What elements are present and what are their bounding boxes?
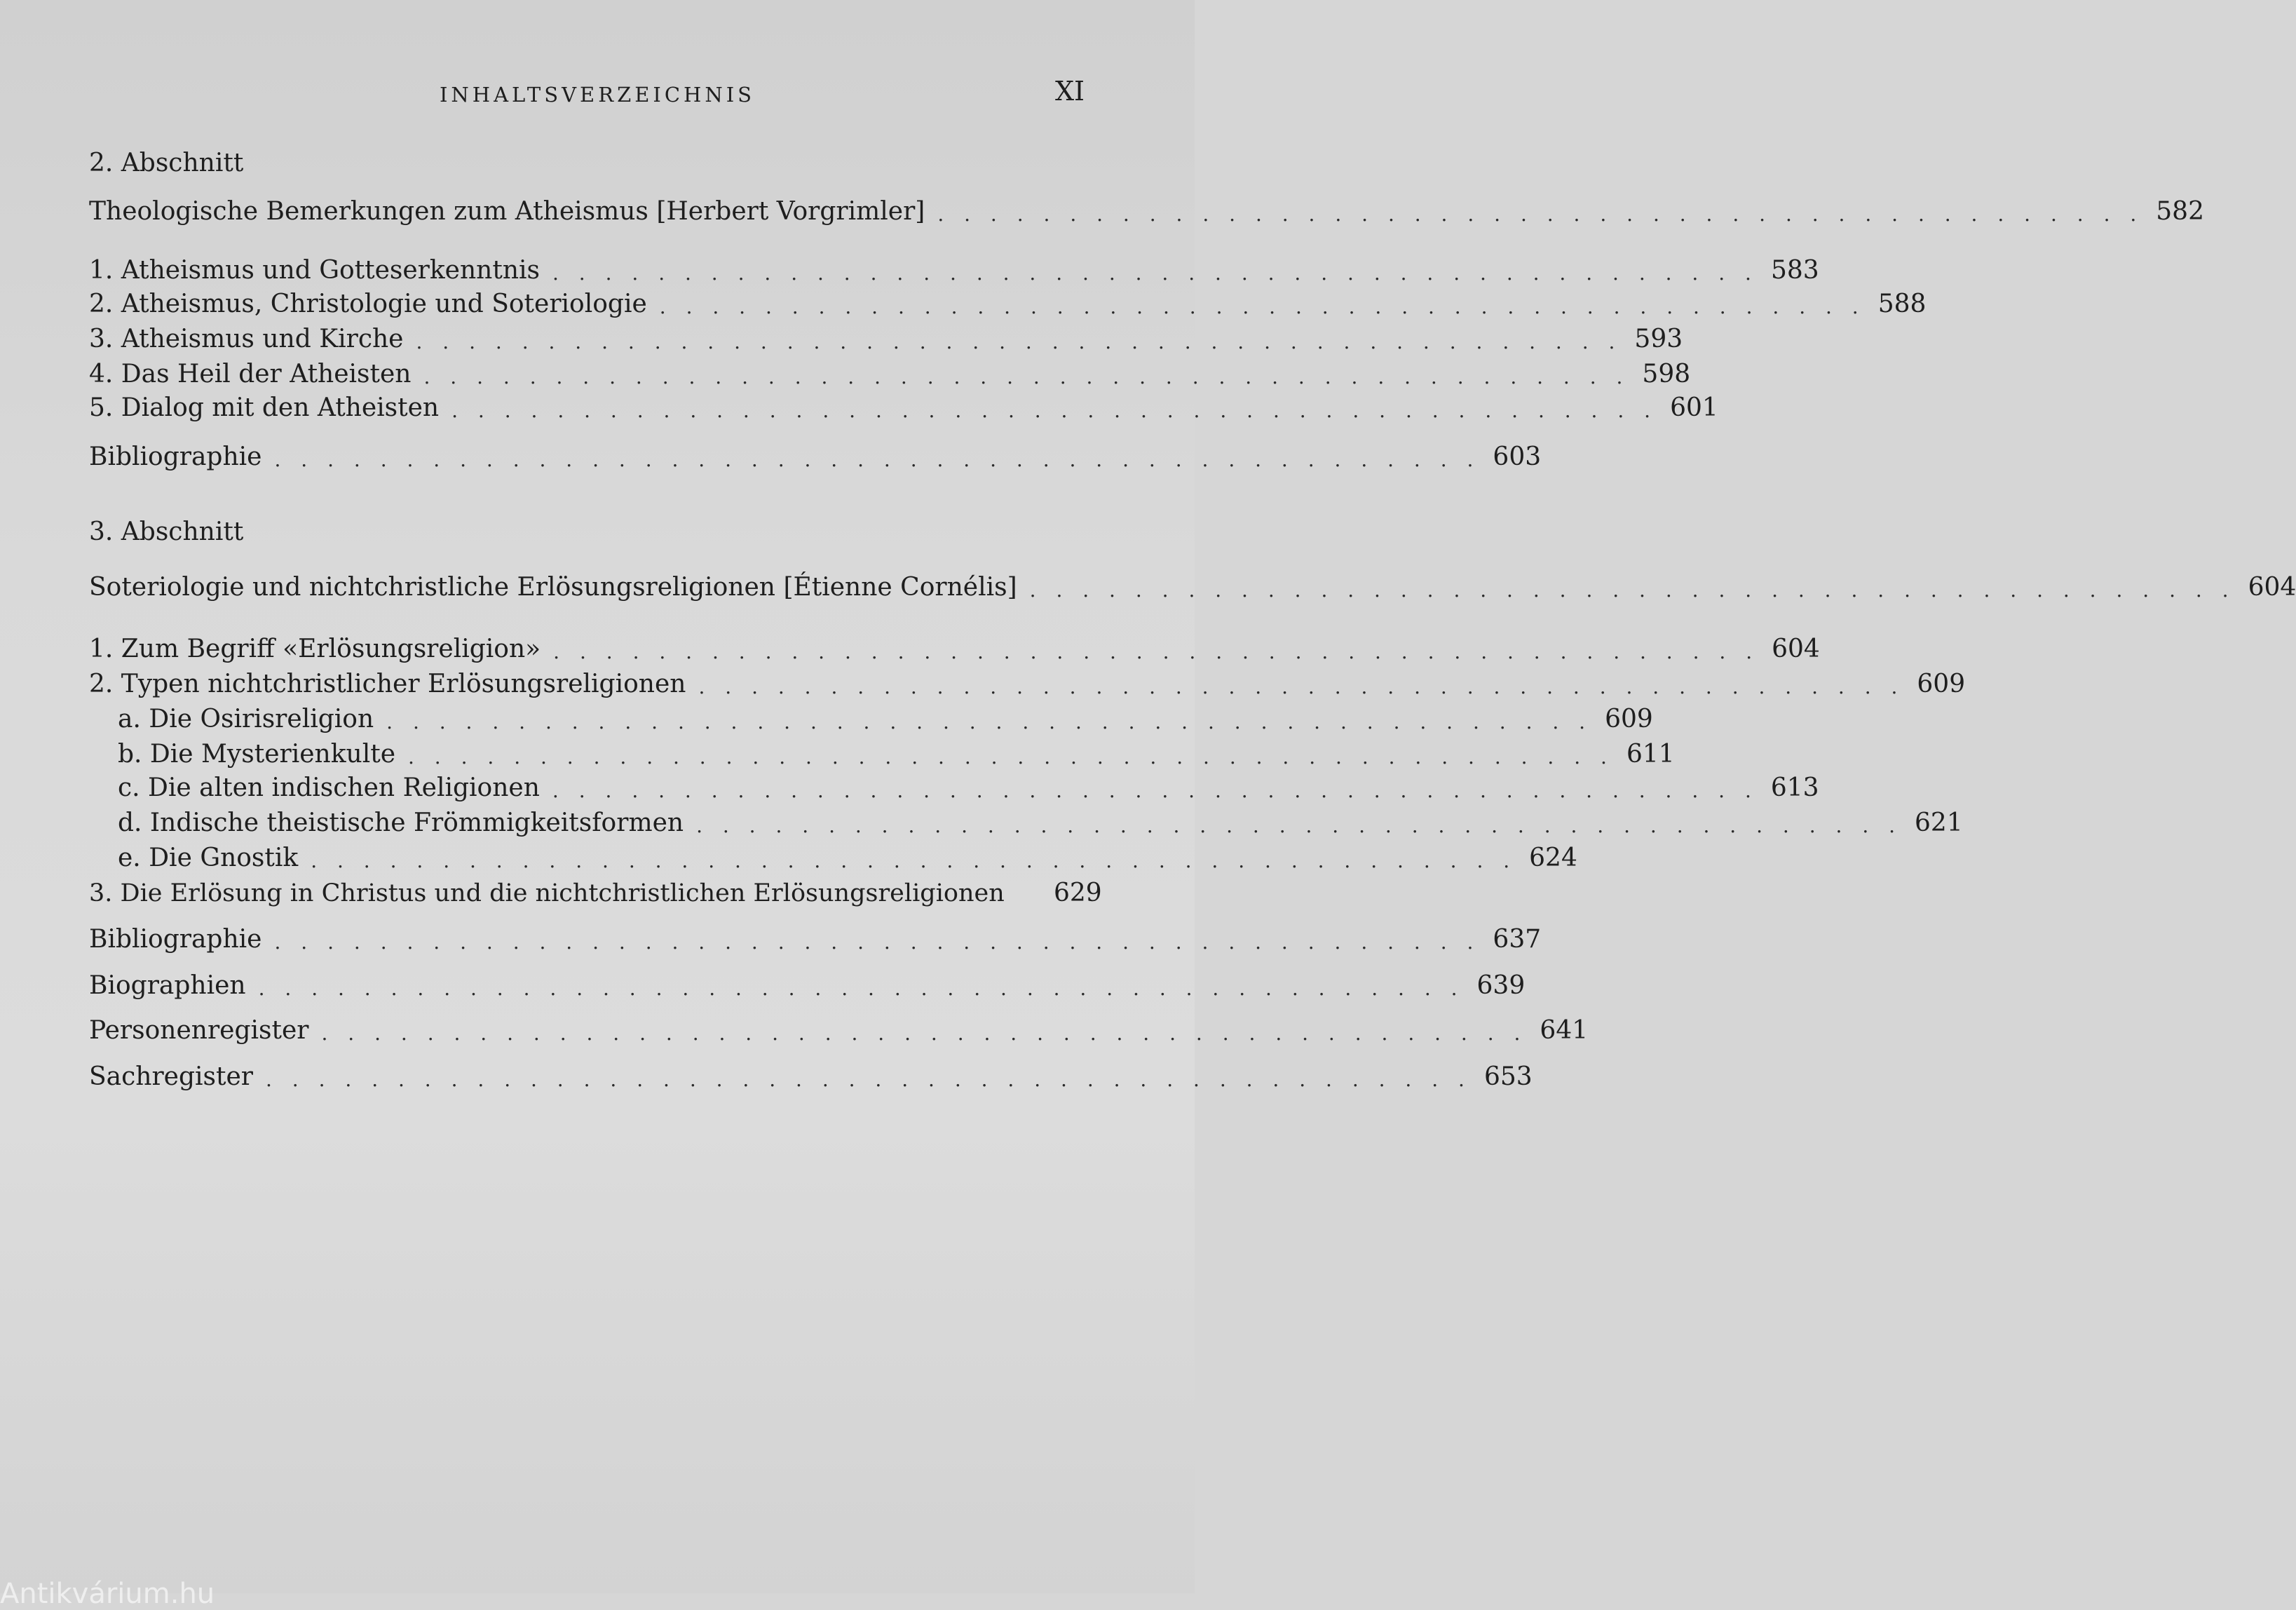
entry-title: d. Indische theistische Frömmigkeitsformen — [118, 809, 684, 837]
section-label: 3. Abschnitt — [89, 518, 244, 546]
entry-page: 598 — [1642, 360, 1691, 388]
leader-dots: . . . . . . . . . . . . . . . . . . . . . . . . . . . . . . . . . . . . . . . . . . . . . . — [1029, 579, 2236, 602]
entry-title: a. Die Osirisreligion — [118, 705, 374, 733]
toc-entry — [89, 247, 1819, 285]
toc-entry — [89, 433, 1542, 471]
entry-title: Bibliographie — [89, 925, 262, 954]
entry-page: 653 — [1483, 1062, 1533, 1091]
entry-title: 5. Dialog mit den Atheisten — [89, 393, 440, 422]
toc-subentry — [118, 834, 1577, 872]
toc-entry — [89, 384, 1718, 422]
leader-dots: . . . . . . . . . . . . . . . . . . . . . . . . . . . . . . . . . . . . . . . . . . . . . . — [659, 295, 1866, 318]
toc-entry — [89, 316, 1683, 353]
entry-title: 1. Zum Begriff «Erlösungsreligion» — [89, 635, 541, 663]
leader-dots: . . . . . . . . . . . . . . . . . . . . . . . . . . . . . . . . . . . . . . . . . . . . . . — [321, 1022, 1528, 1045]
entry-page: 582 — [2156, 197, 2204, 226]
entry-title: 1. Atheismus und Gotteserkenntnis — [89, 256, 540, 285]
toc-entry — [89, 870, 1102, 907]
watermark: Antikvárium.hu — [0, 1578, 215, 1610]
entry-page: 588 — [1877, 290, 1927, 318]
entry-page: 604 — [1772, 635, 1820, 663]
leader-dots: . . . . . . . . . . . . . . . . . . . . . . . . . . . . . . . . . . . . . . . . . . . . . . — [416, 330, 1622, 353]
entry-title: e. Die Gnostik — [118, 844, 299, 872]
leader-dots: . . . . . . . . . . . . . . . . . . . . . . . . . . . . . . . . . . . . . . . . . . . . . . — [311, 849, 1517, 872]
leader-dots: . . . . . . . . . . . . . . . . . . . . . . . . . . . . . . . . . . . . . . . . . . . . . . — [408, 745, 1614, 769]
toc-subentry — [118, 696, 1653, 733]
leader-dots: . . . . . . . . . . . . . . . . . . . . . . . . . . . . . . . . . . . . . . . . . . . . . . — [258, 977, 1465, 1000]
leader-dots: . . . . . . . . . . . . . . . . . . . . . . . . . . . . . . . . . . . . . . . . . . . . . . — [274, 448, 1481, 471]
entry-page: 603 — [1493, 442, 1542, 471]
page-number: XI — [1055, 76, 1085, 107]
entry-title: 3. Atheismus und Kirche — [89, 325, 404, 353]
toc-subentry — [118, 731, 1675, 769]
entry-title: 2. Atheismus, Christologie und Soteriologie — [89, 290, 647, 318]
entry-page: 621 — [1915, 809, 1963, 837]
toc-entry — [89, 280, 1927, 318]
leader-dots: . . . . . . . . . . . . . . . . . . . . . . . . . . . . . . . . . . . . . . . . . . . . . . — [423, 365, 1630, 388]
section-label: 2. Abschnitt — [89, 149, 244, 177]
entry-page: 641 — [1540, 1016, 1589, 1045]
entry-title: 4. Das Heil der Atheisten — [89, 360, 412, 388]
entry-page: 639 — [1476, 971, 1526, 1000]
toc-subentry — [118, 764, 1819, 802]
leader-dots: . . . . . . . . . . . . . . . . . . . . . . . . . . . . . . . . . . . . . . . . . . . . . . — [274, 931, 1481, 954]
leader-dots: . . . . . . . . . . . . . . . . . . . . . . . . . . . . . . . . . . . . . . . . . . . . . . — [553, 640, 1760, 663]
entry-page: 629 — [1054, 879, 1102, 907]
entry-page: 609 — [1917, 670, 1966, 698]
toc-entry — [89, 1053, 1533, 1091]
entry-title: Bibliographie — [89, 442, 262, 471]
leader-dots: . . . . . . . . . . . . . . . . . . . . . . . . . . . . . . . . . . . . . . . . . . . . . . — [451, 399, 1658, 422]
toc-entry — [89, 916, 1542, 954]
entry-page: 611 — [1626, 740, 1675, 769]
entry-title: 2. Typen nichtchristlicher Erlösungsreligionen — [89, 670, 686, 698]
entry-title: 3. Die Erlösung in Christus und die nichtchristlichen Erlösungsreligionen — [89, 879, 1005, 907]
toc-subentry — [118, 799, 1963, 837]
leader-dots: . . . . . . . . . . . . . . . . . . . . . . . . . . . . . . . . . . . . . . . . . . . . . . — [698, 675, 1905, 698]
toc-entry — [89, 661, 1966, 698]
entry-page: 624 — [1529, 844, 1577, 872]
entry-title: Soteriologie und nichtchristliche Erlösungsreligionen [Étienne Cornélis] — [89, 573, 1017, 602]
leader-dots: . . . . . . . . . . . . . . . . . . . . . . . . . . . . . . . . . . . . . . . . . . . . . . — [266, 1068, 1472, 1091]
entry-page: 593 — [1634, 325, 1683, 353]
entry-page: 583 — [1770, 256, 1819, 285]
entry-title: b. Die Mysterienkulte — [118, 740, 395, 769]
entry-title: Biographien — [89, 971, 246, 1000]
leader-dots: . . . . . . . . . . . . . . . . . . . . . . . . . . . . . . . . . . . . . . . . . . . . . . — [552, 779, 1758, 802]
entry-title: Personenregister — [89, 1016, 309, 1045]
entry-title: c. Die alten indischen Religionen — [118, 773, 540, 802]
toc-entry — [89, 564, 2296, 602]
entry-title: Theologische Bemerkungen zum Atheismus [Herbert Vorgrimler] — [89, 197, 925, 226]
toc-entry — [89, 962, 1526, 1000]
entry-page: 601 — [1670, 393, 1718, 422]
leader-dots: . . . . . . . . . . . . . . . . . . . . . . . . . . . . . . . . . . . . . . . . . . . . . . — [696, 814, 1903, 837]
toc-entry — [89, 1007, 1589, 1045]
leader-dots: . . . . . . . . . . . . . . . . . . . . . . . . . . . . . . . . . . . . . . . . . . . . . . — [937, 203, 2144, 226]
toc-entry — [89, 188, 2204, 226]
entry-page: 637 — [1493, 925, 1542, 954]
running-head: INHALTSVERZEICHNIS — [439, 83, 756, 107]
entry-page: 604 — [2248, 573, 2296, 602]
entry-page: 609 — [1605, 705, 1653, 733]
leader-dots: . . . . . . . . . . . . . . . . . . . . . . . . . . . . . . . . . . . . . . . . . . . . . . — [386, 710, 1593, 733]
toc-entry — [89, 351, 1691, 388]
entry-title: Sachregister — [89, 1062, 253, 1091]
toc-entry — [89, 625, 1820, 663]
entry-page: 613 — [1770, 773, 1819, 802]
leader-dots: . . . . . . . . . . . . . . . . . . . . . . . . . . . . . . . . . . . . . . . . . . . . . . — [552, 262, 1758, 285]
